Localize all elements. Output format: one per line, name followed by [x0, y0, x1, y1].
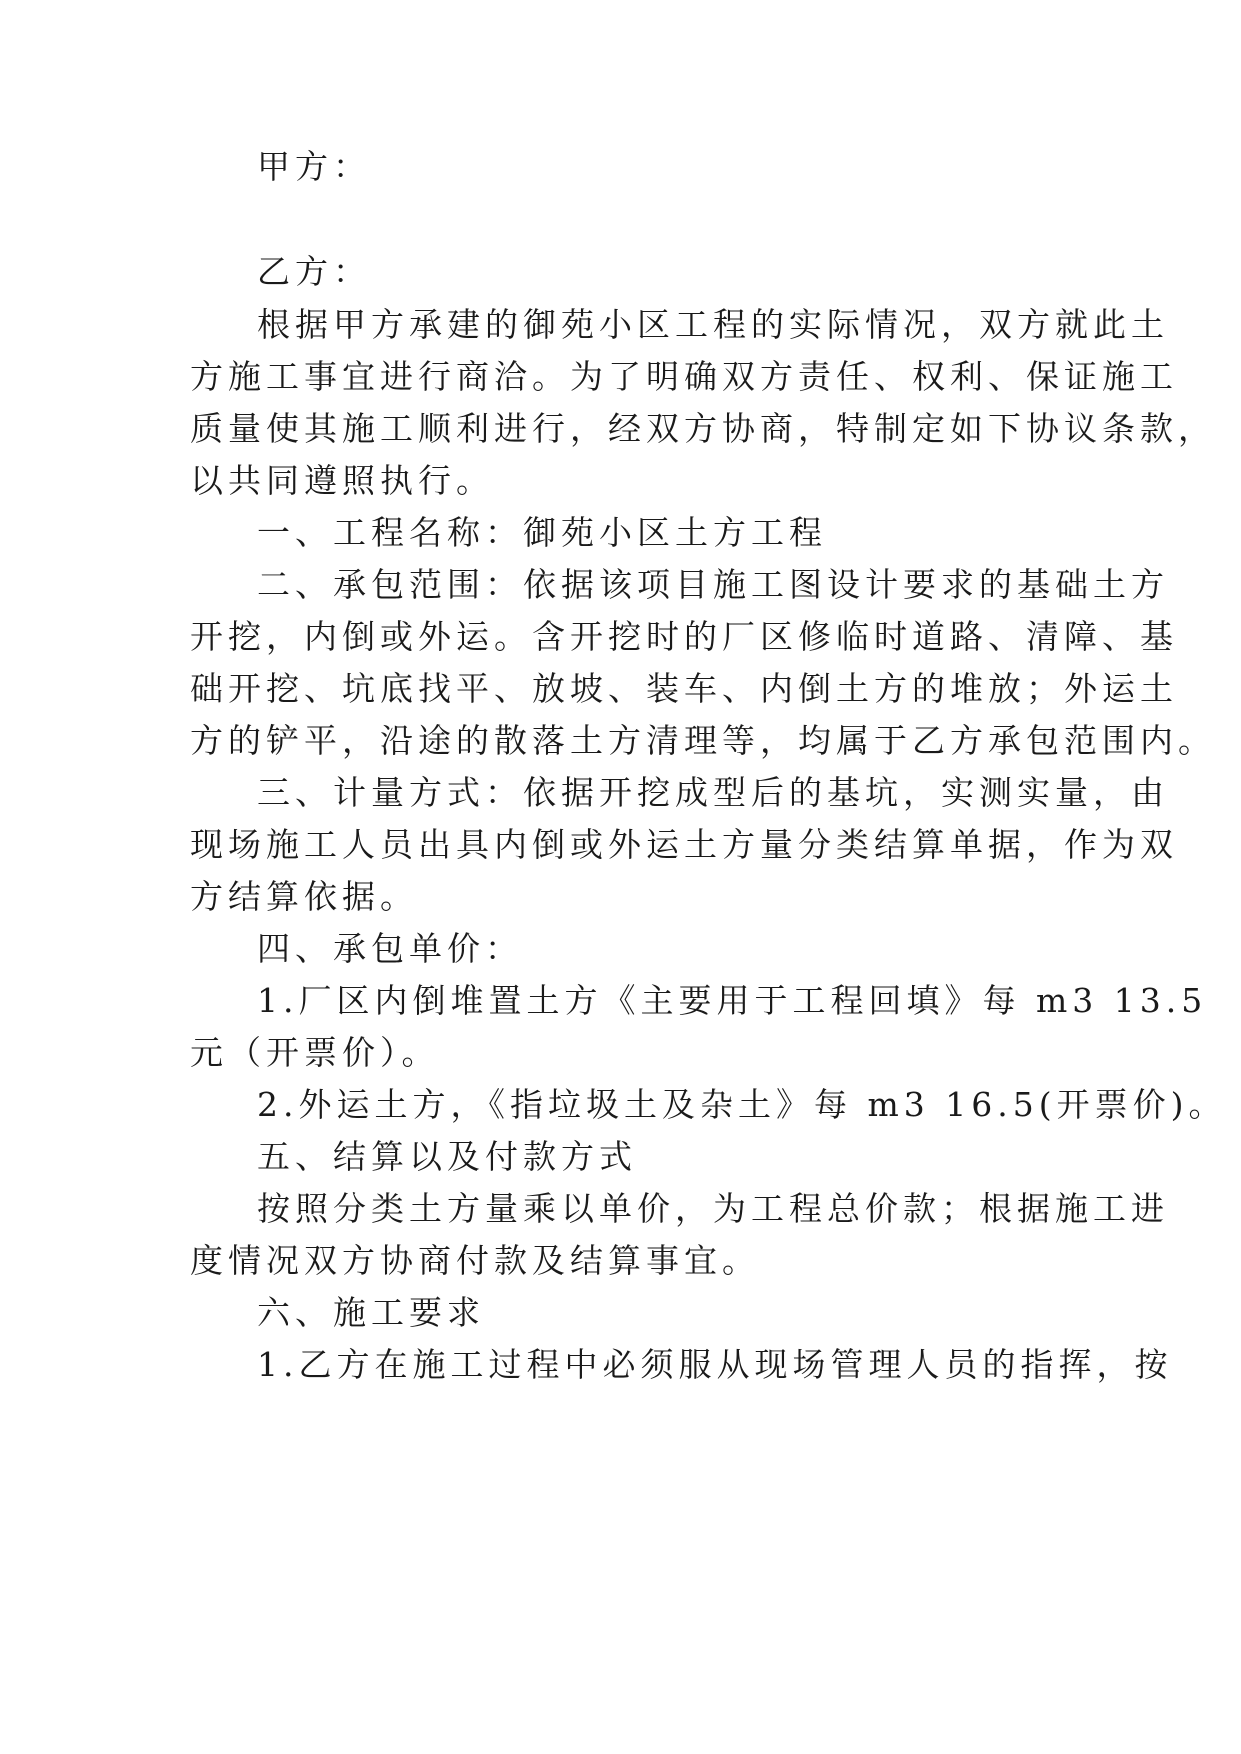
- section-measurement-line: 三、计量方式：依据开挖成型后的基坑，实测实量，由: [257, 773, 1169, 812]
- section-scope-line: 方的铲平，沿途的散落土方清理等，均属于乙方承包范围内。: [190, 721, 1216, 760]
- intro-line: 质量使其施工顺利进行，经双方协商，特制定如下协议条款，: [190, 409, 1216, 448]
- party-a-label: 甲方：: [257, 147, 371, 186]
- unit-price-item-1-line: 1.厂区内倒堆置土方《主要用于工程回填》每 m3 13.5: [257, 981, 1208, 1020]
- section-scope-line: 开挖，内倒或外运。含开挖时的厂区修临时道路、清障、基: [190, 617, 1178, 656]
- intro-line: 方施工事宜进行商洽。为了明确双方责任、权利、保证施工: [190, 357, 1178, 396]
- settlement-body-line: 按照分类土方量乘以单价，为工程总价款；根据施工进: [257, 1189, 1169, 1228]
- unit-price-item-1-line: 元（开票价）。: [190, 1033, 440, 1072]
- section-measurement-line: 现场施工人员出具内倒或外运土方量分类结算单据，作为双: [190, 825, 1178, 864]
- party-b-label: 乙方：: [257, 252, 371, 291]
- section-settlement-title: 五、结算以及付款方式: [257, 1137, 637, 1176]
- settlement-body-line: 度情况双方协商付款及结算事宜。: [190, 1241, 760, 1280]
- intro-line: 根据甲方承建的御苑小区工程的实际情况，双方就此土: [257, 305, 1169, 344]
- unit-price-item-2: 2.外运土方，《指垃圾土及杂土》每 m3 16.5(开票价)。: [257, 1085, 1227, 1124]
- construction-item-1: 1.乙方在施工过程中必须服从现场管理人员的指挥，按: [257, 1345, 1173, 1384]
- section-unit-price-title: 四、承包单价：: [257, 929, 523, 968]
- section-scope-line: 二、承包范围：依据该项目施工图设计要求的基础土方: [257, 565, 1169, 604]
- section-project-name: 一、工程名称：御苑小区土方工程: [257, 513, 827, 552]
- section-construction-title: 六、施工要求: [257, 1293, 485, 1332]
- section-scope-line: 础开挖、坑底找平、放坡、装车、内倒土方的堆放；外运土: [190, 669, 1178, 708]
- section-measurement-line: 方结算依据。: [190, 877, 418, 916]
- intro-line: 以共同遵照执行。: [190, 461, 494, 500]
